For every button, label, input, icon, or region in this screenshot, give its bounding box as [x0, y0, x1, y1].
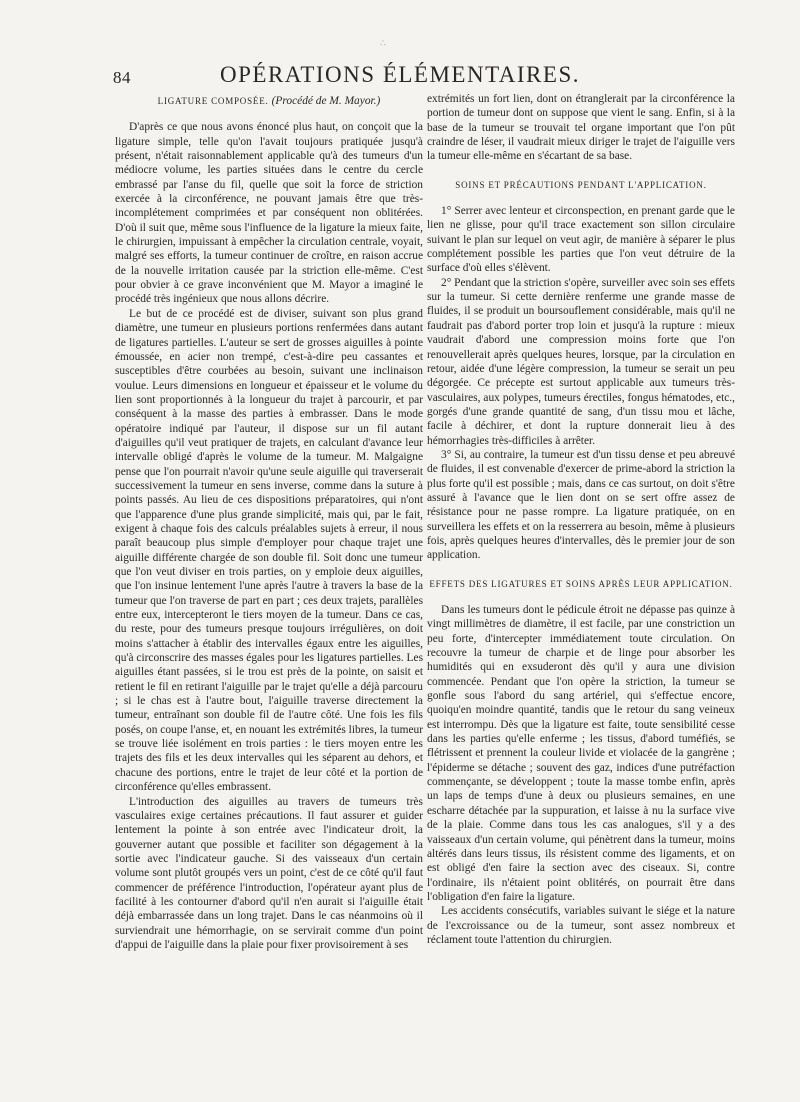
section-title: LIGATURE COMPOSÉE. — [157, 96, 269, 106]
section-subtitle: (Procédé de M. Mayor.) — [271, 95, 381, 107]
paragraph: 3° Si, au contraire, la tumeur est d'un tissu dense et peu abreuvé de fluides, il est convenable d'exercer de prime-abord la striction la plus forte qu'il est possible ; mais, dans ce cas surtout, on doit s'être assuré à l'avance que le lien dont on se sert offre assez de résistance pour ne passe rompre. La ligature pratiquée, on en surveillera les effets et on la resserrera au besoin, même à plusieurs fois, après quelques heures d'intervalles, dès le premier jour de son application. — [427, 448, 735, 562]
paragraph: L'introduction des aiguilles au travers de tumeurs très vasculaires exige certaines précautions. Il faut assurer et guider lentement la pointe à son entrée avec l'indicateur droit, la gouverner autant que possible et faciliter son dégagement à la sortie avec l'indicateur gauche. Si des vaisseaux d'un certain volume sont plutôt groupés vers un point, c'est de ce côté qu'il faut commencer de préférence l'introduction, l'opérateur ayant plus de facilité à les contourner d'abord qu'il n'en aurait si l'aiguille était déjà embarrassée dans un long trajet. Dans le cas néanmoins où il surviendrait une hémorrhagie, on se servirait comme d'un point d'appui de l'aiguille dans la plaie pour fixer provisoirement à ses — [115, 795, 423, 951]
paragraph: Les accidents consécutifs, variables suivant le siége et la nature de l'excroissance ou de la tumeur, sont assez nombreux et réclament toute l'attention du chirurgien. — [427, 905, 735, 946]
section-heading-ligature-composee — [115, 94, 423, 108]
paragraph: 2° Pendant que la striction s'opère, surveiller avec soin ses effets sur la tumeur. Si cette dernière renferme une grande masse de fluides, il se produit un boursouflement considérable, mais qu'il ne faudrait pas d'abord porter trop loin et jusqu'à la rupture : mieux vaudrait d'abord une compression moins forte que l'on renouvellerait après quelques heures, lorsque, par la circulation en retour, aidée d'une légère compression, la tumeur se serait un peu dégorgée. Ce précepte est surtout applicable aux tumeurs très-vasculaires, aux polypes, tumeurs érectiles, fongus hématodes, etc., gorgés d'une grande quantité de sang, d'un tissu mou et lâche, facile à déchirer, et dont la rupture donnerait lieu à des hémorrhagies très-difficiles à arrêter. — [427, 276, 735, 447]
paragraph-continuation: extrémités un fort lien, dont on étranglerait par la circonférence la portion de tumeur dont on suppose que vient le sang. Enfin, si à la base de la tumeur se trouvait tel organe important que l'on pût craindre de léser, il vaudrait mieux diriger le trajet de l'aiguille vers la tumeur elle-même en s'écartant de sa base. — [427, 93, 735, 163]
section-heading-care: SOINS ET PRÉCAUTIONS PENDANT L'APPLICATION. — [455, 179, 707, 190]
section-heading-effects: EFFETS DES LIGATURES ET SOINS APRÈS LEUR APPLICATION. — [429, 578, 733, 589]
paragraph: Le but de ce procédé est de diviser, suivant son plus grand diamètre, une tumeur en plusieurs portions renfermées dans autant de ligatures partielles. L'auteur se sert de grosses aiguilles à pointe émoussée, en acier non trempé, c'est-à-dire peu cassantes et susceptibles d'être courbées au besoin, suivant une inclinaison voulue. Leurs dimensions en longueur et épaisseur et le volume du lien sont proportionnés à la longueur du trajet à parcourir, et par conséquent à la masse des parties à embrasser. Dans le mode opératoire indiqué par l'auteur, il dispose sur un fil autant d'aiguilles qu'il veut pratiquer de trajets, en calculant d'avance leur intervalle obligé d'après le volume de la tumeur. M. Malgaigne pense que l'on pourrait n'avoir qu'une seule aiguille qui traverserait successivement la tumeur en sens inverse, comme dans la suture à points passés. Au lieu de ces dispositions préparatoires, qui n'ont que l'apparence d'une plus grande simplicité, mais qui, par le fait, exigent à chaque fois des calculs préalables sujets à erreur, il nous paraît beaucoup plus simple d'employer pour chaque trajet une aiguille différente chargée de son double fil. Soit donc une tumeur que l'on veut diviser en trois parties, on y emploie deux aiguilles, que l'on insinue lentement l'une après l'autre à travers la base de la tumeur que l'on traverse de part en part ; ces deux trajets, parallèles entre eux, intercepteront le tiers moyen de la tumeur. Dans ce cas, du reste, pour des tumeurs presque toujours irrégulières, on doit moins s'attacher à établir des intervalles égaux entre les aiguilles, qu'à circonscrire des masses égales pour les ligatures partielles. Les aiguilles étant passées, si le trou est près de la pointe, on saisit et retient le fil en retirant l'aiguille par le trajet qu'elle a déjà parcouru ; si le chas est à l'autre bout, l'aiguille traverse directement la tumeur, entraînant son double fil de l'autre côté. Une fois les fils posés, on coupe l'anse, et, en nouant les extrémités libres, la tumeur se trouve liée isolément en trois parties : le tiers moyen entre les trajets des fils et les deux intervalles qui les séparent au dehors, et chacune des portions, entre le trajet de leur côté et la portion de circonférence qu'elles embrassent. — [115, 307, 423, 794]
print-mark: ∴ — [380, 38, 386, 48]
left-column — [115, 92, 423, 952]
paragraph: 1° Serrer avec lenteur et circonspection, en prenant garde que le lien ne glisse, pour qu'il trace exactement son sillon circulaire suivant le plan sur lequel on veut agir, de manière à séparer le plus complétement possible les parties que l'on veut détruire de la surface d'où elles s'élèvent. — [427, 205, 735, 275]
right-column — [427, 92, 735, 947]
page-number: 84 — [113, 68, 131, 87]
paragraph: Dans les tumeurs dont le pédicule étroit ne dépasse pas quinze à vingt millimètres de diamètre, il est facile, par une constriction un peu forte, d'intercepter immédiatement toute circulation. On recouvre la tumeur de charpie et de linge pour absorber les humidités qui en exsuderont dès qu'il y aura une division commencée. Pendant que l'on opère la striction, la tumeur se gonfle sous l'abord du sang artériel, qui s'effectue encore, quoiqu'en moindre quantité, tandis que le retour du sang veineux est interrompu. Dès que la ligature est faite, toute sensibilité cesse dans les parties qu'elle enferme ; les tissus, d'abord tuméfiés, se flétrissent et prennent la couleur livide et violacée de la gangrène ; l'épiderme se détache ; souvent des gaz, indices d'une putréfaction commençante, se développent ; toute la masse tombe enfin, après un laps de temps d'une à deux ou plusieurs semaines, en une escharre détachée par la suppuration, et laisse à nu la surface vive de la plaie. Comme dans tous les cas analogues, s'il y a des vaisseaux d'un certain volume, qui pénètrent dans la tumeur, moins altérés dans leurs tissus, ils résistent comme des ligaments, et on est obligé d'en faire la section avec des ciseaux. Si, contre l'ordinaire, ils n'étaient point oblitérés, on pourrait être dans l'obligation d'en faire la ligature. — [427, 604, 735, 903]
paragraph: D'après ce que nous avons énoncé plus haut, on conçoit que la ligature simple, telle qu'on l'avait toujours pratiquée jusqu'à présent, n'était raisonnablement applicable qu'à des tumeurs d'un médiocre volume, les parties situées dans le centre du cercle embrassé par l'anse du fil, quelle que soit la force de striction exercée à la circonférence, ne pouvant jamais être que très-incomplétement comprimées et par conséquent non oblitérées. D'où il suit que, même sous l'influence de la ligature la mieux faite, le chirurgien, impuissant à empêcher la circulation centrale, voyait, malgré ses efforts, la tumeur continuer de croître, en raison accrue de la nouvelle irritation causée par la striction elle-même. C'est pour obvier à ce grave inconvénient que M. Mayor a imaginé le procédé très ingénieux que nous allons décrire. — [115, 121, 423, 306]
running-title: OPÉRATIONS ÉLÉMENTAIRES. — [220, 62, 580, 87]
